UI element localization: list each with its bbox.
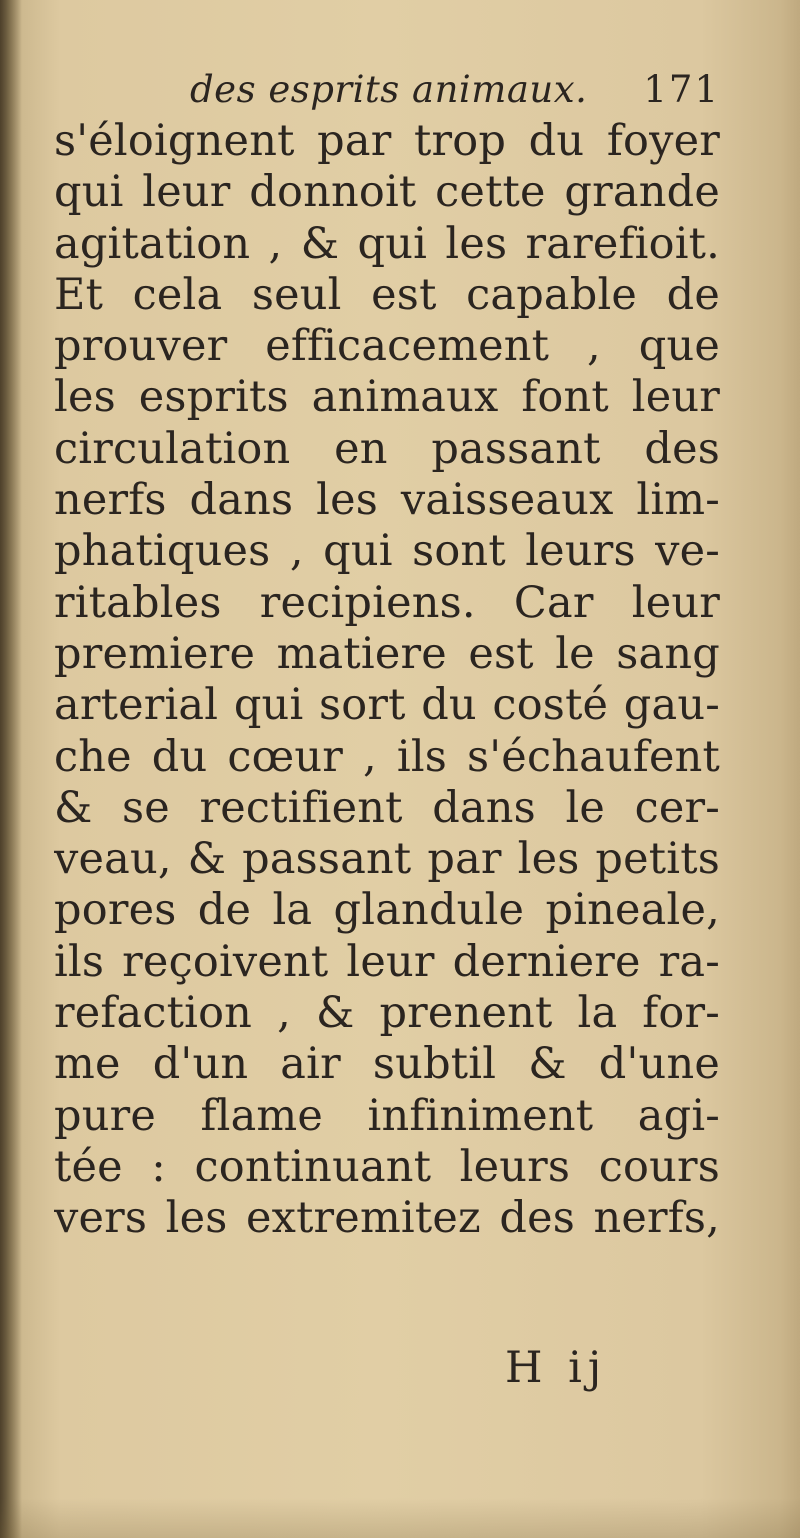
text-line: & se rectifient dans le cer-	[54, 782, 720, 833]
page-header	[190, 68, 720, 118]
text-line: pure flame infiniment agi-	[54, 1090, 720, 1141]
text-line: phatiques , qui sont leurs ve-	[54, 526, 720, 577]
text-line: agitation , & qui les rarefioit.	[54, 218, 720, 269]
body-text	[54, 116, 720, 1245]
text-line: premiere matiere est le sang	[54, 628, 720, 679]
text-line: s'éloignent par trop du foyer	[54, 116, 720, 166]
text-line: ils reçoivent leur derniere ra-	[54, 936, 720, 987]
text-line: qui leur donnoit cette grande	[54, 167, 720, 218]
page-number: 171	[643, 68, 720, 111]
text-line: veau, & passant par les petits	[54, 834, 720, 885]
text-line: refaction , & prenent la for-	[54, 988, 720, 1039]
page-bottom-shadow	[0, 1498, 800, 1538]
catchword-signature: H ij	[505, 1343, 608, 1393]
text-line: vers les extremitez des nerfs,	[54, 1193, 720, 1244]
text-line: pores de la glandule pineale,	[54, 885, 720, 936]
text-line: Et cela seul est capable de	[54, 269, 720, 320]
text-line: che du cœur , ils s'échaufent	[54, 731, 720, 782]
text-line: arterial qui sort du costé gau-	[54, 680, 720, 731]
text-line: circulation en passant des	[54, 423, 720, 474]
text-line: ritables recipiens. Car leur	[54, 577, 720, 628]
text-line: les esprits animaux font leur	[54, 372, 720, 423]
text-line: nerfs dans les vaisseaux lim-	[54, 475, 720, 526]
text-line: me d'un air subtil & d'une	[54, 1039, 720, 1090]
gutter-shadow	[0, 0, 22, 1538]
text-line: tée : continuant leurs cours	[54, 1141, 720, 1192]
text-line: prouver efficacement , que	[54, 321, 720, 372]
running-head: des esprits animaux.	[190, 68, 588, 111]
